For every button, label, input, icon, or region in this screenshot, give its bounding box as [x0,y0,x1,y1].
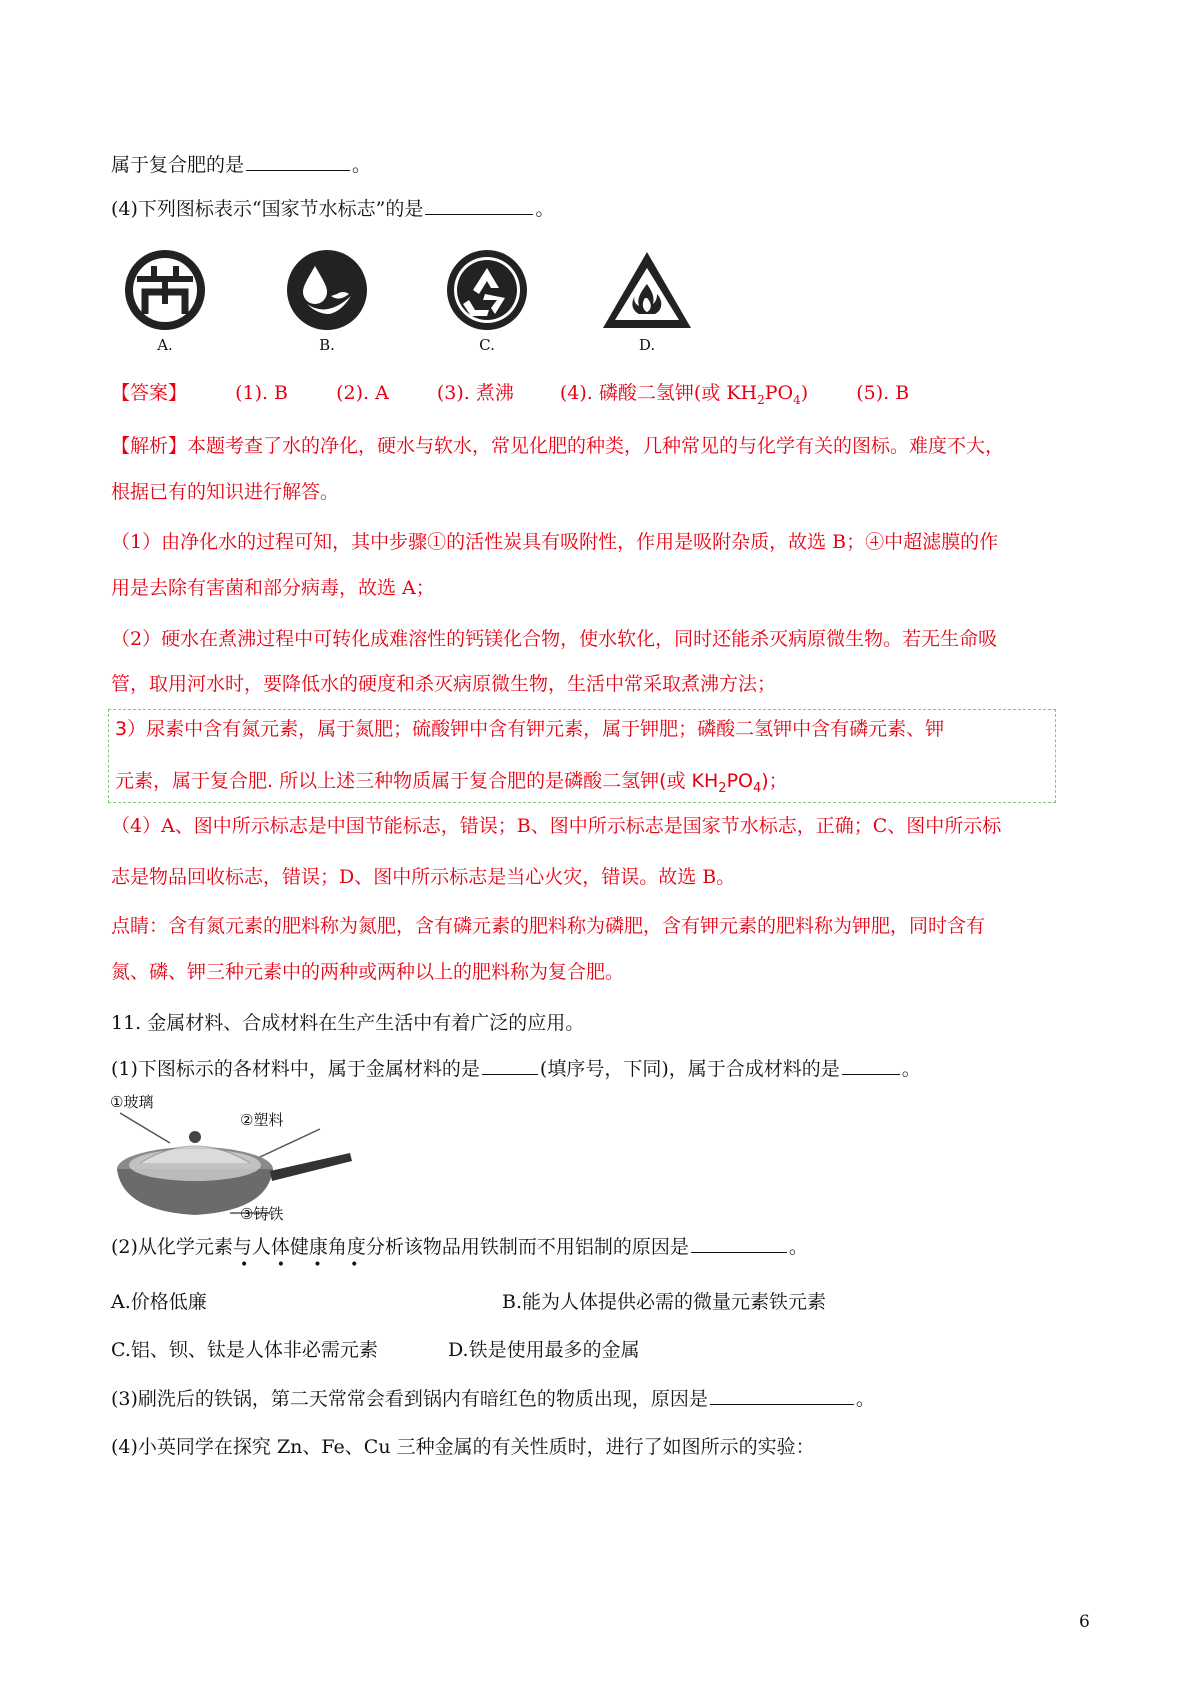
question-4 [111,195,554,223]
answer-item: (1). B [235,382,289,404]
text: (2)从化学元素与人体健康角度分析该物品用铁制而不用铝制的原因是 [111,1236,689,1258]
text: (4). 磷酸二氢钾(或 KH [559,382,758,404]
text: 。 [352,154,372,176]
question-11: 11. 金属材料、合成材料在生产生活中有着广泛的应用。 [111,1012,585,1034]
text: 属于复合肥的是 [111,154,245,176]
text: 。 [788,1236,808,1258]
icon-label-d: D. [638,336,656,354]
question-11-4: (4)小英同学在探究 Zn、Fe、Cu 三种金属的有关性质时，进行了如图所示的实验： [111,1436,815,1458]
answer-blank[interactable] [246,152,350,171]
option-d[interactable]: D.铁是使用最多的金属 [448,1339,640,1361]
option-b[interactable]: B.能为人体提供必需的微量元素铁元素 [502,1291,827,1313]
energy-saving-icon [123,248,207,332]
icon-options [110,248,810,378]
tip-line-2: 氮、磷、钾三种元素中的两种或两种以上的肥料称为复合肥。 [111,961,625,983]
subscript: 4 [752,780,762,796]
option-a[interactable]: A.价格低廉 [111,1291,207,1313]
subscript: 2 [757,392,765,407]
analysis-p1-line-2: 用是去除有害菌和部分病毒，故选 A； [111,577,435,599]
text: 元素，属于复合肥. 所以上述三种物质属于复合肥的是磷酸二氢钾(或 KH [115,770,719,792]
analysis-p2-line-2: 管，取用河水时，要降低水的硬度和杀灭病原微生物，生活中常采取煮沸方法； [111,673,777,695]
pan-label-iron: ③铸铁 [240,1205,284,1223]
text: (3)刷洗后的铁锅，第二天常常会看到锅内有暗红色的物质出现，原因是 [111,1388,708,1410]
text: 。 [535,198,555,220]
analysis-p3-line-1: 3）尿素中含有氮元素，属于氮肥；硫酸钾中含有钾元素，属于钾肥；磷酸二氢钾中含有磷元素、钾 [115,718,945,740]
answer-line [111,379,909,414]
text: 。 [855,1388,875,1410]
analysis-p3-line-2 [115,766,788,796]
answer-item: (2). A [336,382,389,404]
text: 。 [901,1058,921,1080]
wok-figure [110,1091,360,1231]
icon-option-a[interactable] [110,248,220,378]
text: (填序号，下同)，属于合成材料的是 [539,1058,840,1080]
icon-option-b[interactable] [272,248,382,378]
analysis-p4-line-2: 志是物品回收标志，错误；D、图中所示标志是当心火灾，错误。故选 B。 [111,866,736,888]
wok-image [110,1091,360,1231]
text: PO [726,770,753,792]
text: )； [761,770,788,792]
text: PO [764,382,794,404]
answer-blank[interactable] [425,196,533,215]
question-11-1 [111,1055,921,1083]
pasted-analysis-p3 [108,709,1056,803]
icon-label-c: C. [479,336,495,354]
answer-blank[interactable] [691,1234,787,1253]
question-11-3 [111,1385,875,1413]
answer-blank[interactable] [482,1056,538,1075]
text: ) [800,382,809,404]
answer-blank[interactable] [710,1386,854,1405]
subscript: 4 [793,392,801,407]
answer-label: 【答案】 [111,382,188,404]
pan-label-glass: ①玻璃 [110,1093,154,1111]
pan-label-plastic: ②塑料 [240,1111,284,1129]
fire-warning-icon [599,248,695,332]
analysis-p1-line-1: （1）由净化水的过程可知，其中步骤①的活性炭具有吸附性，作用是吸附杂质，故选 B；④中超滤膜的作 [111,531,999,553]
answer-item: (5). B [856,382,910,404]
analysis-line-2: 根据已有的知识进行解答。 [111,481,340,503]
answer-item: (3). 煮沸 [436,382,514,404]
icon-option-c[interactable] [432,248,542,378]
text: (1)下图标示的各材料中，属于金属材料的是 [111,1058,480,1080]
recycle-icon [445,248,529,332]
option-c[interactable]: C.铝、钡、钛是人体非必需元素 [111,1339,378,1361]
icon-label-a: A. [157,336,173,354]
answer-blank[interactable] [842,1056,900,1075]
line-compound-fertilizer [111,151,371,179]
analysis-p2-line-1: （2）硬水在煮沸过程中可转化成难溶性的钙镁化合物，使水软化，同时还能杀灭病原微生物。若无生命吸 [111,628,998,650]
answer-item [559,382,809,407]
analysis-line-1: 【解析】本题考查了水的净化，硬水与软水，常见化肥的种类，几种常见的与化学有关的图标。难度不大， [111,435,1005,457]
tip-line-1: 点睛：含有氮元素的肥料称为氮肥，含有磷元素的肥料称为磷肥，含有钾元素的肥料称为钾肥，同时含有 [111,915,986,937]
subscript: 2 [718,780,727,796]
emphasis-dots: • • • • [240,1257,371,1273]
icon-label-b: B. [319,336,335,354]
page-number: 6 [1079,1612,1090,1632]
text: (4)下列图标表示“国家节水标志”的是 [111,198,424,220]
question-11-2 [111,1233,808,1261]
icon-option-d[interactable] [592,248,702,378]
water-saving-icon [285,248,369,332]
analysis-p4-line-1: （4）A、图中所示标志是中国节能标志，错误；B、图中所示标志是国家节水标志，正确；C、图中所示标 [111,815,1002,837]
